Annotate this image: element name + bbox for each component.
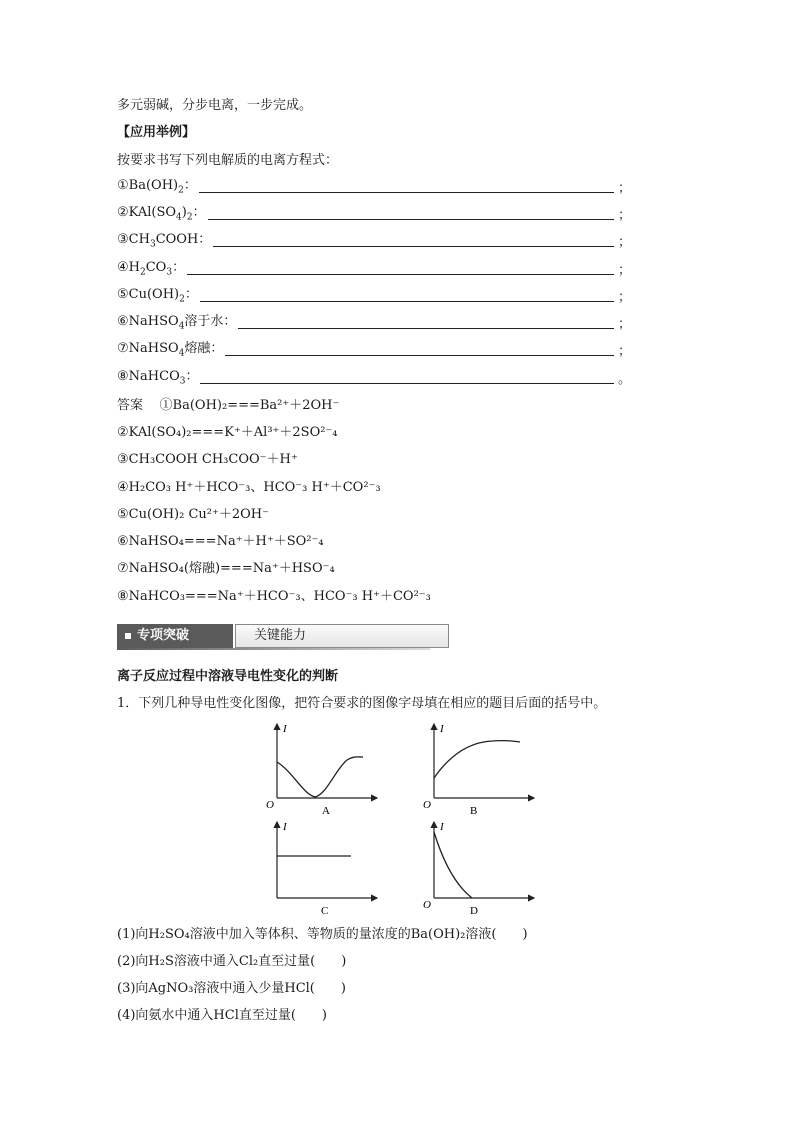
blank-item: $②KAl(SO_4)_2$： ； xyxy=(117,205,631,223)
answer-text: ①Ba(OH)₂===Ba²⁺＋2OH⁻ xyxy=(159,398,340,413)
question-text: 1．下列几种导电性变化图像，把符合要求的图像字母填在相应的题目后面的括号中。 xyxy=(117,696,607,711)
blank-item: ⑥NaHSO$_4$溶于水： ； xyxy=(117,314,631,332)
answer-blank-line[interactable] xyxy=(187,273,614,275)
answer-line: ③CH₃COOH CH₃COO⁻＋H⁺ xyxy=(117,452,298,467)
answer-line: ⑦NaHSO₄(熔融)===Na⁺＋HSO⁻₄ xyxy=(117,561,335,576)
section-label: 【应用举例】 xyxy=(117,125,196,140)
answer-blank-line[interactable] xyxy=(225,354,614,356)
answer-label: 答案 xyxy=(117,398,144,413)
origin-label: O xyxy=(423,899,431,911)
subquestion: (4)向氨水中通入HCl直至过量( ) xyxy=(117,1008,327,1023)
answer-line: ⑥NaHSO₄===Na⁺＋H⁺＋SO²⁻₄ xyxy=(117,534,324,549)
curve-a xyxy=(277,757,363,797)
blank-item: $③CH_3COOH$： ； xyxy=(117,232,631,250)
square-bullet-icon xyxy=(125,633,131,639)
answer-line xyxy=(117,397,339,415)
answer-line: ⑧NaHCO₃===Na⁺＋HCO⁻₃、HCO⁻₃ H⁺＋CO²⁻₃ xyxy=(117,589,431,604)
prompt-text: 按要求书写下列电解质的电离方程式： xyxy=(117,153,339,168)
axis-y-label: I xyxy=(283,723,287,735)
answer-blank-line[interactable] xyxy=(200,382,614,384)
answer-blank-line[interactable] xyxy=(213,245,614,247)
banner-underline xyxy=(117,648,430,650)
graph-label-b: B xyxy=(470,805,478,817)
axis-y-label: I xyxy=(283,821,287,833)
axis-y-label: I xyxy=(440,723,444,735)
blank-item: $④H_2CO_3$： ； xyxy=(117,260,631,278)
blank-item: ⑧NaHCO$_3$： 。 xyxy=(117,369,631,387)
axis-y-label: I xyxy=(440,821,444,833)
section-banner xyxy=(117,624,430,650)
blank-item: $⑤Cu(OH)_2$： ； xyxy=(117,287,631,305)
answer-line: ④H₂CO₃ H⁺＋HCO⁻₃、HCO⁻₃ H⁺＋CO²⁻₃ xyxy=(117,480,381,495)
answer-blank-line[interactable] xyxy=(199,191,614,193)
topic-heading: 离子反应过程中溶液导电性变化的判断 xyxy=(117,669,339,684)
subquestion: (1)向H₂SO₄溶液中加入等体积、等物质的量浓度的Ba(OH)₂溶液( ) xyxy=(117,927,528,942)
banner-light-tab: 关键能力 xyxy=(235,624,449,648)
origin-label: O xyxy=(423,799,431,811)
curve-b xyxy=(434,741,520,778)
graph-label-c: C xyxy=(321,905,329,917)
graph-b xyxy=(422,720,542,820)
graph-label-a: A xyxy=(322,805,330,817)
graph-d xyxy=(422,818,542,918)
origin-label: O xyxy=(266,799,274,811)
answer-blank-line[interactable] xyxy=(200,300,614,302)
intro-text: 多元弱碱，分步电离，一步完成。 xyxy=(117,98,313,113)
answer-blank-line[interactable] xyxy=(208,218,614,220)
blank-item: ⑦NaHSO$_4$熔融： ； xyxy=(117,341,631,359)
answer-line: ②KAl(SO₄)₂===K⁺＋Al³⁺＋2SO²⁻₄ xyxy=(117,425,338,440)
answer-line: ⑤Cu(OH)₂ Cu²⁺＋2OH⁻ xyxy=(117,507,269,522)
graph-label-d: D xyxy=(470,905,478,917)
curve-d xyxy=(434,832,472,898)
banner-dark-tab: 专项突破 xyxy=(117,624,233,648)
subquestion: (2)向H₂S溶液中通入Cl₂直至过量( ) xyxy=(117,954,347,969)
graph-c xyxy=(265,818,385,918)
graph-a xyxy=(265,720,385,820)
blank-item: $①Ba(OH)_2$： ； xyxy=(117,178,631,196)
answer-blank-line[interactable] xyxy=(238,327,614,329)
subquestion: (3)向AgNO₃溶液中通入少量HCl( ) xyxy=(117,981,346,996)
